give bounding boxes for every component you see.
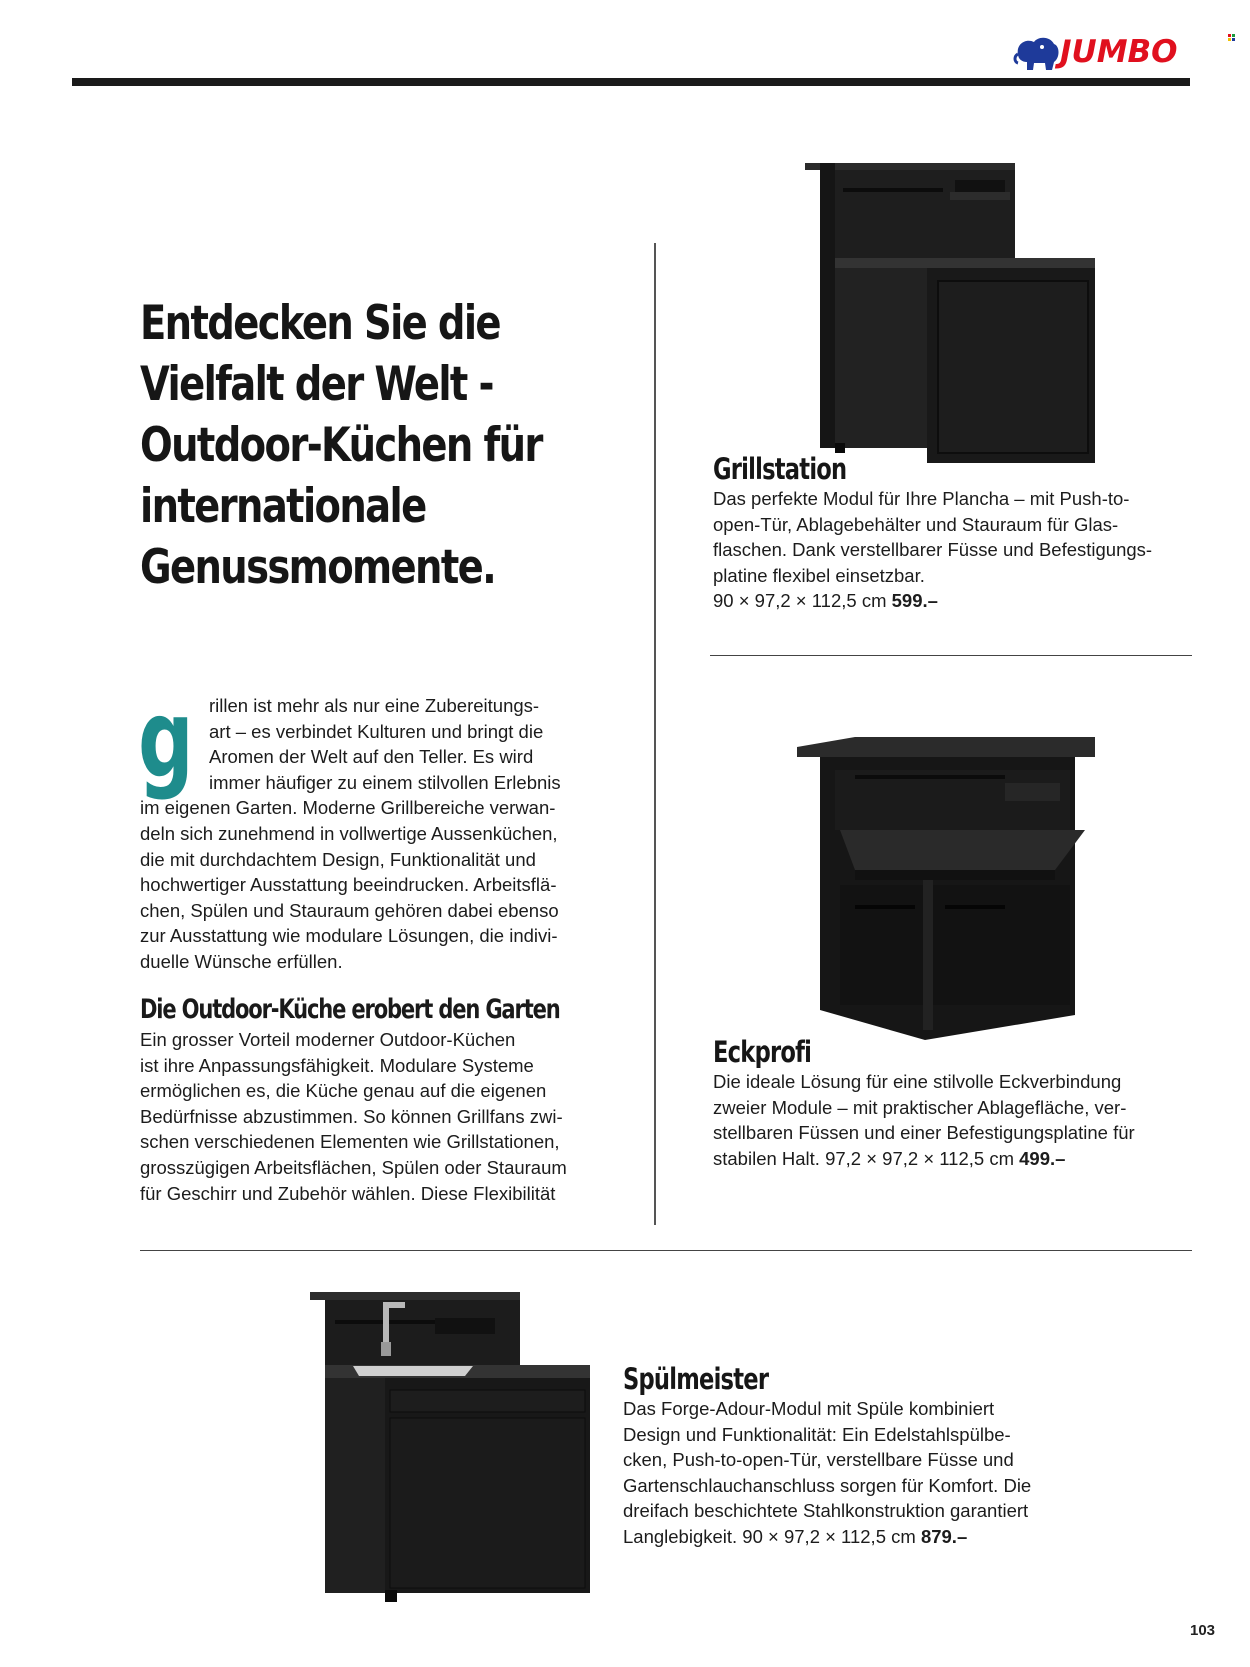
text-line: grosszügigen Arbeitsflächen, Spülen oder Stauraum [140,1156,567,1178]
dimensions: Langlebigkeit. 90 × 97,2 × 112,5 cm [623,1525,916,1547]
page-headline [140,293,616,598]
text-line: deln sich zunehmend in vollwertige Aussenküchen, [140,822,558,844]
headline-line: Genussmomente. [140,540,496,595]
text-line: schen verschiedenen Elementen wie Grillstationen, [140,1131,560,1153]
text-line: immer häufiger zu einem stilvollen Erlebnis [209,771,561,793]
text-line: Ein grosser Vorteil moderner Outdoor-Küchen [140,1029,516,1050]
text-line: dreifach beschichtete Stahlkonstruktion garantiert [623,1500,1029,1522]
dimensions: stabilen Halt. 97,2 × 97,2 × 112,5 cm [713,1147,1014,1169]
jumbo-logo [1012,30,1190,76]
headline-line: internationale [140,479,426,534]
dims-line [623,1524,1093,1550]
brand-name: JUMBO [1060,34,1178,70]
spuelmeister-title: Spülmeister [623,1362,769,1396]
text-line: ist ihre Anpassungsfähigkeit. Modulare Systeme [140,1054,534,1076]
price: 599.– [891,590,938,612]
eckprofi-description [713,1069,1173,1171]
header-rule [72,78,1190,86]
elephant-icon [1012,32,1062,72]
eckprofi-image [795,735,1115,1050]
text-line: Die ideale Lösung für eine stilvolle Eckverbindung [713,1071,1122,1092]
text-line: stellbaren Füssen und einer Befestigungsplatine für [713,1122,1135,1144]
drop-cap: g [138,677,194,802]
product-divider [710,655,1192,656]
price: 879.– [920,1525,968,1547]
color-dots [1228,34,1236,44]
text-line: Gartenschlauchanschluss sorgen für Komfort. Die [623,1474,1032,1496]
text-line: zur Ausstattung wie modulare Lösungen, die indivi- [140,925,558,947]
dimensions: 90 × 97,2 × 112,5 cm [713,590,887,612]
text-line: platine flexibel einsetzbar. [713,564,925,586]
dims-line [713,588,1173,614]
text-line: duelle Wünsche erfüllen. [140,950,343,972]
grillstation-title: Grillstation [713,452,847,486]
text-line: open-Tür, Ablagebehälter und Stauraum für Glas- [713,513,1119,535]
text-line: die mit durchdachtem Design, Funktionalität und [140,848,536,870]
section-divider [140,1250,1192,1251]
grillstation-description [713,486,1173,614]
text-line: flaschen. Dank verstellbarer Füsse und Befestigungs- [713,539,1153,561]
section-title: Die Outdoor-Küche erobert den Garten [140,994,560,1025]
price: 499.– [1019,1147,1066,1169]
text-line: Design und Funktionalität: Ein Edelstahlspülbe- [623,1423,1011,1445]
text-line: Aromen der Welt auf den Teller. Es wird [209,746,534,768]
text-line: Das Forge-Adour-Modul mit Spüle kombiniert [623,1398,995,1419]
column-divider [654,243,656,1225]
text-line: ermöglichen es, die Küche genau auf die eigenen [140,1080,547,1102]
headline-line: Entdecken Sie die [140,296,500,351]
text-line: rillen ist mehr als nur eine Zubereitungs- [209,695,540,716]
intro-paragraph [138,677,600,975]
headline-line: Vielfalt der Welt - [140,357,493,412]
text-line: für Geschirr und Zubehör wählen. Diese Flexibilität [140,1182,556,1204]
spuelmeister-image [305,1290,595,1608]
headline-line: Outdoor-Küchen für [140,418,542,473]
text-line: zweier Module – mit praktischer Ablagefläche, ver- [713,1096,1127,1118]
text-line: hochwertiger Ausstattung beeindrucken. Arbeitsflä- [140,874,557,896]
text-line: Bedürfnisse abzustimmen. So können Grillfans zwi- [140,1105,563,1127]
text-line: art – es verbindet Kulturen und bringt die [209,720,544,742]
text-line: chen, Spülen und Stauraum gehören dabei ebenso [140,899,559,921]
text-line: im eigenen Garten. Moderne Grillbereiche verwan- [140,797,556,819]
dims-line [713,1146,1173,1172]
text-line: Das perfekte Modul für Ihre Plancha – mit Push-to- [713,488,1130,509]
text-line: cken, Push-to-open-Tür, verstellbare Füsse und [623,1449,1014,1471]
grillstation-image [795,158,1115,476]
section-paragraph [140,1027,600,1206]
spuelmeister-description [623,1396,1093,1550]
page-number: 103 [1190,1622,1216,1639]
eckprofi-title: Eckprofi [713,1035,812,1069]
